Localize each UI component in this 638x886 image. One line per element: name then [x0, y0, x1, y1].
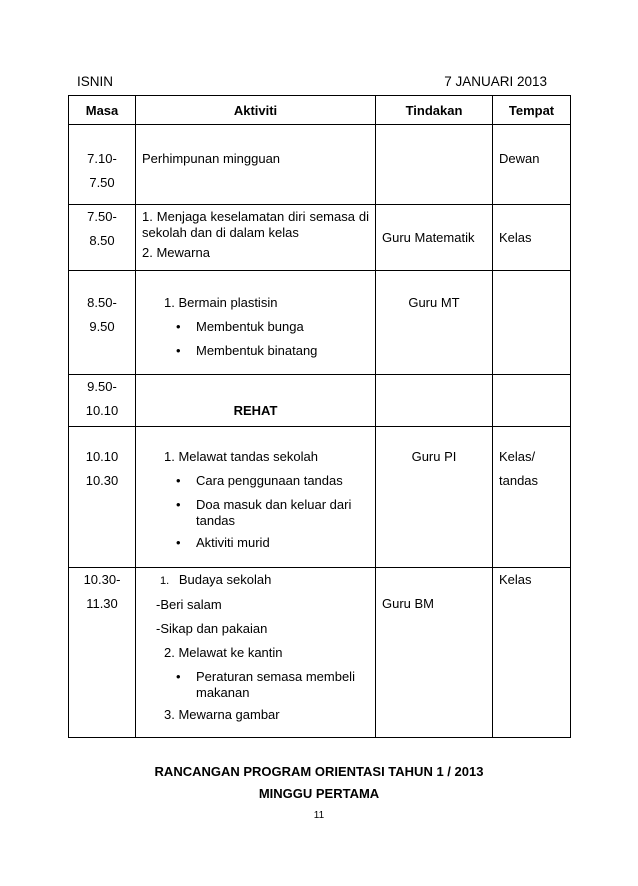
- masa-cell: 9.50- 10.10: [69, 375, 136, 427]
- page-number: 11: [313, 810, 325, 821]
- masa-cell: 7.50- 8.50: [69, 205, 136, 271]
- tempat-cell: Dewan: [493, 125, 571, 205]
- tempat-cell: Kelas: [493, 205, 571, 271]
- date-label: 7 JANUARI 2013: [444, 74, 547, 89]
- tindakan-cell: Guru PI: [376, 427, 493, 568]
- header-masa: Masa: [69, 96, 136, 125]
- tempat-cell: Kelas/ tandas: [493, 427, 571, 568]
- tindakan-cell: Guru MT: [376, 271, 493, 375]
- masa-cell: 10.10 10.30: [69, 427, 136, 568]
- day-label: ISNIN: [77, 74, 114, 89]
- tempat-cell: [493, 375, 571, 427]
- aktiviti-cell: 1. Melawat tandas sekolah • Cara penggunaan tandas • Doa masuk dan keluar dari tandas • Aktiviti murid: [136, 427, 376, 568]
- masa-cell: 7.10- 7.50: [69, 125, 136, 205]
- table-row: [69, 271, 571, 375]
- tindakan-cell: [376, 375, 493, 427]
- table-row: [69, 427, 571, 568]
- schedule-table: [68, 95, 571, 738]
- header-aktiviti: Aktiviti: [136, 96, 376, 125]
- table-row: [69, 125, 571, 205]
- table-row: [69, 568, 571, 738]
- aktiviti-cell: 1. Bermain plastisin • Membentuk bunga • Membentuk binatang: [136, 271, 376, 375]
- tempat-cell: Kelas: [493, 568, 571, 738]
- aktiviti-cell: REHAT: [136, 375, 376, 427]
- masa-cell: 10.30- 11.30: [69, 568, 136, 738]
- tempat-cell: [493, 271, 571, 375]
- table-row: [69, 205, 571, 271]
- tindakan-cell: Guru BM: [376, 568, 493, 738]
- masa-cell: 8.50- 9.50: [69, 271, 136, 375]
- table-row: [69, 375, 571, 427]
- aktiviti-cell: 1. Menjaga keselamatan diri semasa di sekolah dan di dalam kelas 2. Mewarna: [136, 205, 376, 271]
- header-tempat: Tempat: [493, 96, 571, 125]
- program-title: RANCANGAN PROGRAM ORIENTASI TAHUN 1 / 2013: [154, 764, 484, 779]
- header-tindakan: Tindakan: [376, 96, 493, 125]
- program-subtitle: MINGGU PERTAMA: [258, 786, 380, 801]
- tindakan-cell: [376, 125, 493, 205]
- tindakan-cell: Guru Matematik: [376, 205, 493, 271]
- aktiviti-cell: Perhimpunan mingguan: [136, 125, 376, 205]
- aktiviti-cell: 1. Budaya sekolah -Beri salam -Sikap dan pakaian 2. Melawat ke kantin • Peraturan semasa membeli makanan 3. Mewarna gambar: [136, 568, 376, 738]
- table-header-row: [69, 96, 571, 125]
